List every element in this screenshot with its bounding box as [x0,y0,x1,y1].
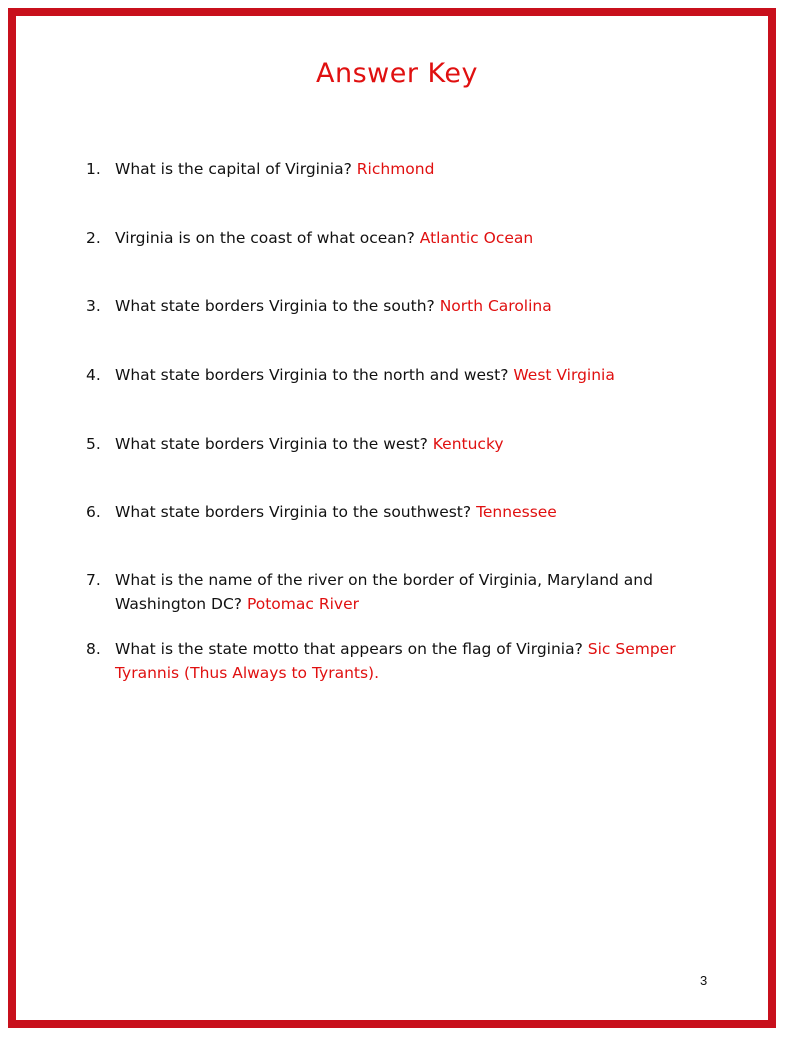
page-number: 3 [700,973,708,988]
question-item-7 [86,568,676,616]
question-item-1 [86,157,676,181]
question-text: What state borders Virginia to the south? [115,297,435,315]
question-number: 7. [86,571,101,589]
page-title: Answer Key [316,58,478,89]
question-number: 5. [86,435,101,453]
question-number: 2. [86,229,101,247]
question-item-4 [86,363,676,387]
question-item-3 [86,294,676,318]
answer-text: Tennessee [476,503,557,521]
question-number: 1. [86,160,101,178]
question-text: What state borders Virginia to the west? [115,435,428,453]
question-text: What state borders Virginia to the north and west? [115,366,509,384]
answer-text: Atlantic Ocean [419,229,534,247]
question-number: 3. [86,297,101,315]
question-text: What is the state motto that appears on the flag of Virginia? [115,640,583,658]
question-number: 4. [86,366,101,384]
answer-text: Sic Semper Tyrannis (Thus Always to Tyrants). [115,640,676,682]
question-item-6 [86,500,676,524]
answer-text: Richmond [356,160,435,178]
question-text: What state borders Virginia to the southwest? [115,503,472,521]
question-item-8 [86,637,676,685]
answer-text: Kentucky [432,435,504,453]
question-item-5 [86,432,676,456]
answer-text: West Virginia [513,366,615,384]
answer-text: Potomac River [246,595,359,613]
answer-text: North Carolina [439,297,552,315]
question-text: Virginia is on the coast of what ocean? [115,229,415,247]
question-text: What is the capital of Virginia? [115,160,352,178]
question-item-2 [86,226,676,250]
question-number: 6. [86,503,101,521]
question-number: 8. [86,640,101,658]
question-text: What is the name of the river on the border of Virginia, Maryland and Washington DC? [115,571,653,613]
